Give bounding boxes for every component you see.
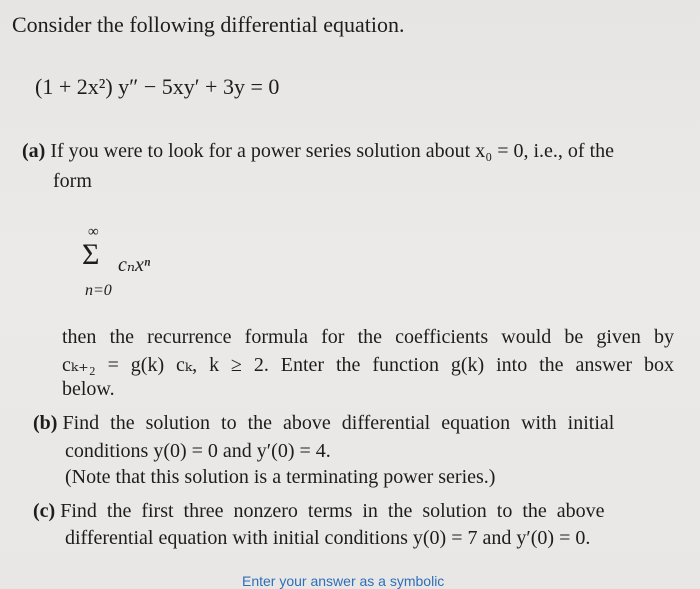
summation-symbol: Σ (82, 238, 100, 271)
part-a-line-1 (22, 140, 614, 163)
part-c-line-2: differential equation with initial conditions y(0) = 7 and y′(0) = 0. (65, 527, 591, 549)
part-c-line-1 (33, 500, 673, 523)
summation-term: cₙxⁿ (118, 254, 151, 276)
part-a-line-4: cₖ₊₂ = g(k) cₖ, k ≥ 2. Enter the function g(k) into the answer box (62, 354, 674, 376)
part-a-text-1: If you were to look for a power series solution about x₀ = 0, i.e., of the (50, 140, 614, 162)
part-b-text-1: Find the solution to the above differential equation with initial (62, 412, 615, 434)
part-b-line-3: (Note that this solution is a terminating power series.) (65, 466, 496, 488)
summation-lower-limit: n=0 (85, 282, 112, 299)
part-a-line-2: form (53, 170, 92, 192)
part-a-line-3: then the recurrence formula for the coefficients would be given by (62, 326, 674, 348)
answer-hint-link[interactable]: Enter your answer as a symbolic (242, 573, 445, 589)
problem-intro: Consider the following differential equation. (12, 12, 405, 37)
summation-upper-limit: ∞ (88, 224, 99, 240)
part-a-line-5: below. (62, 378, 115, 400)
part-a-label: (a) (22, 140, 46, 162)
differential-equation: (1 + 2x²) y″ − 5xy′ + 3y = 0 (35, 74, 280, 99)
part-c-label: (c) (33, 500, 56, 522)
part-b-label: (b) (33, 412, 58, 434)
part-b-line-2: conditions y(0) = 0 and y′(0) = 4. (65, 440, 331, 462)
part-c-text-1: Find the first three nonzero terms in the solution to the above (60, 500, 605, 522)
part-b-line-1 (33, 412, 673, 435)
